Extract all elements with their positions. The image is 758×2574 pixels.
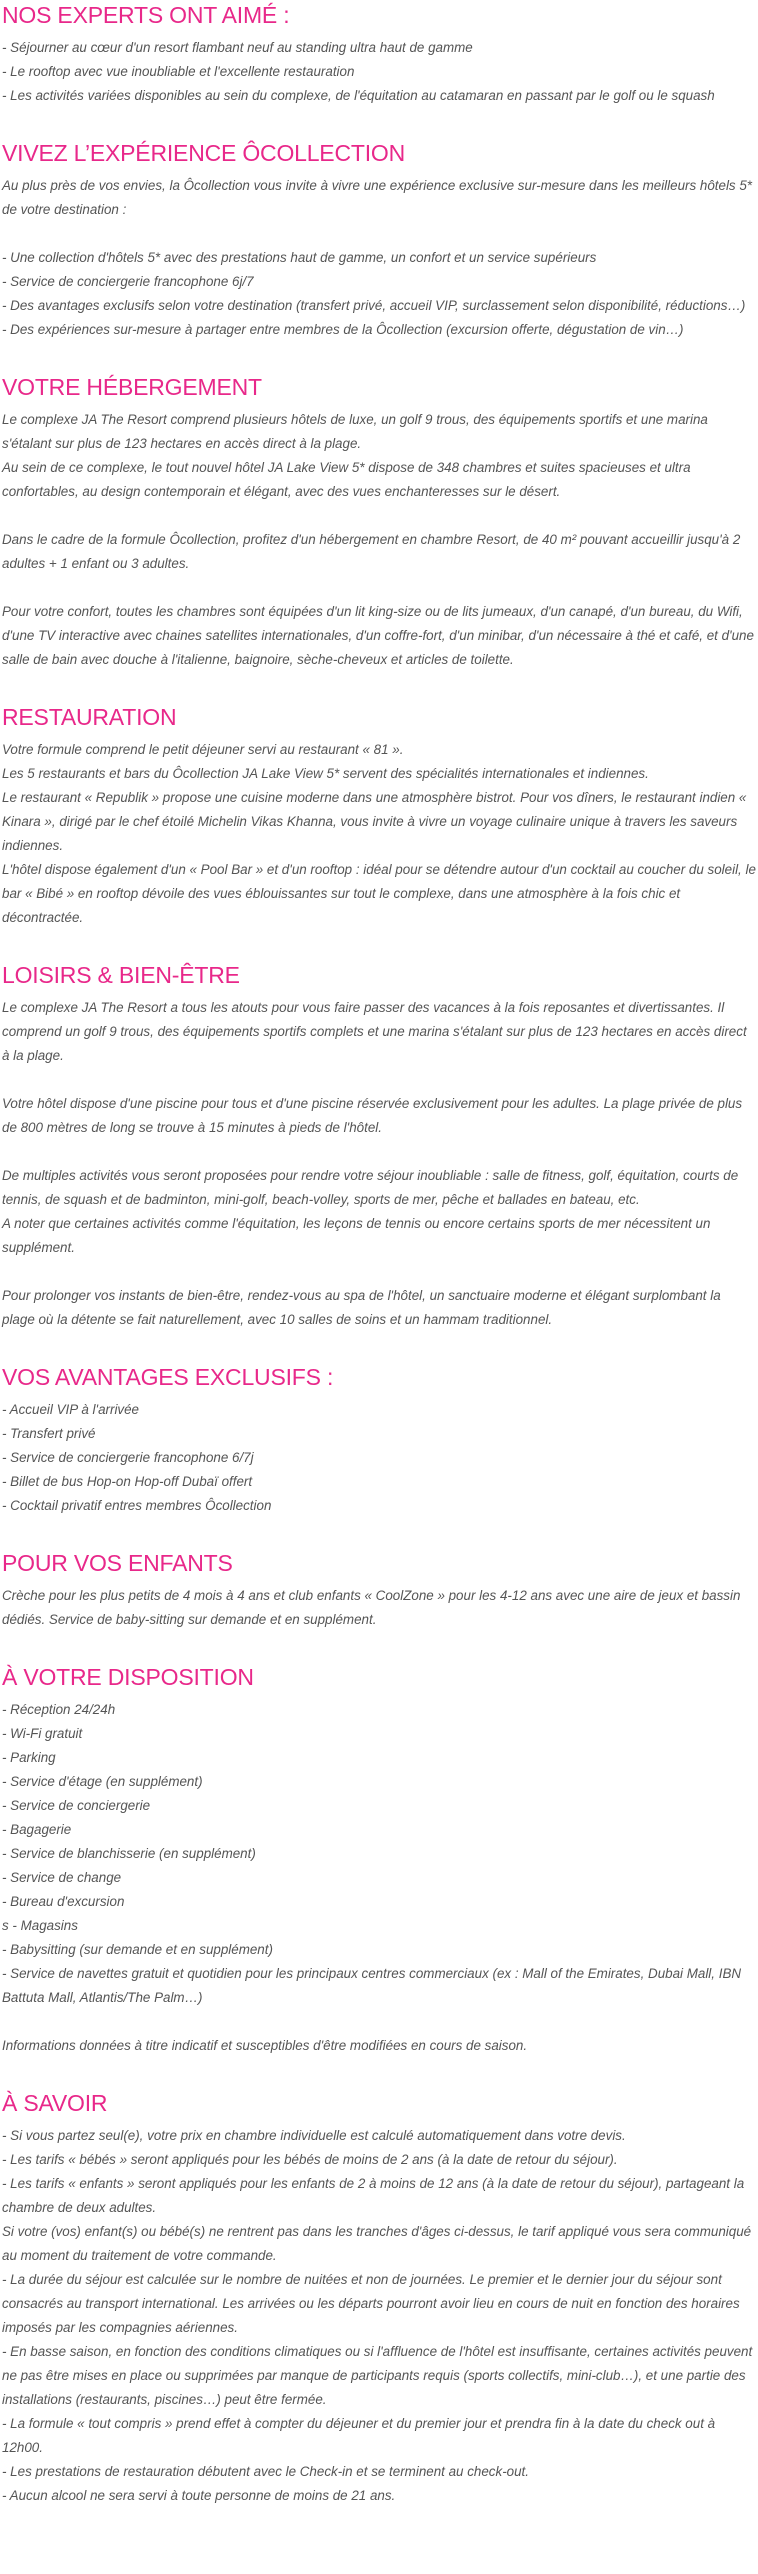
list-item: - En basse saison, en fonction des conditions climatiques ou si l'affluence de l'hôtel est insuffisante, certaines activités peuvent ne pas être mises en place ou supprimées par manque de participants requis (sports collectifs, mini-club…), et une partie des installations (restaurants, piscines…) peut être fermée.	[2, 2344, 753, 2407]
list-item: - Une collection d'hôtels 5* avec des prestations haut de gamme, un confort et un service supérieurs	[2, 250, 597, 265]
list-item: - Transfert privé	[2, 1426, 96, 1441]
list-item: - Si vous partez seul(e), votre prix en chambre individuelle est calculé automatiquement dans votre devis.	[2, 2128, 626, 2143]
paragraph: Au plus près de vos envies, la Ôcollection vous invite à vivre une expérience exclusive sur-mesure dans les meilleurs hôtels 5* de votre destination :	[2, 178, 752, 217]
list-item: - Billet de bus Hop-on Hop-off Dubaï offert	[2, 1474, 253, 1489]
list-item: - Accueil VIP à l'arrivée	[2, 1402, 140, 1417]
list-item: - Aucun alcool ne sera servi à toute personne de moins de 21 ans.	[2, 2488, 396, 2503]
list-item: - Service de conciergerie francophone 6/7j	[2, 1450, 254, 1465]
paragraph: Votre hôtel dispose d'une piscine pour tous et d'une piscine réservée exclusivement pour les adultes. La plage privée de plus de 800 mètres de long se trouve à 15 minutes à pieds de l'hôtel.	[2, 1096, 743, 1135]
paragraph: Votre formule comprend le petit déjeuner servi au restaurant « 81 ».	[2, 742, 404, 757]
list-item: - Cocktail privatif entres membres Ôcollection	[2, 1498, 272, 1513]
list-item: - Le rooftop avec vue inoubliable et l'excellente restauration	[2, 64, 355, 79]
list-item: - La formule « tout compris » prend effet à compter du déjeuner et du premier jour et prendra fin à la date du check out à 12h00.	[2, 2416, 716, 2455]
paragraph: Au sein de ce complexe, le tout nouvel hôtel JA Lake View 5* dispose de 348 chambres et suites spacieuses et ultra confortables, au design contemporain et élégant, avec des vues enchanteresses sur le désert.	[2, 460, 691, 499]
section-title: VOS AVANTAGES EXCLUSIFS :	[2, 1364, 334, 1390]
section-title: VOTRE HÉBERGEMENT	[2, 374, 262, 400]
paragraph: Informations données à titre indicatif et susceptibles d'être modifiées en cours de saison.	[2, 2038, 528, 2053]
list-item: - Les prestations de restauration débutent avec le Check-in et se terminent au check-out.	[2, 2464, 529, 2479]
section-a-votre-disposition	[2, 1662, 756, 2058]
section-title: VIVEZ L’EXPÉRIENCE ÔCOLLECTION	[2, 140, 406, 166]
list-item: - Les activités variées disponibles au sein du complexe, de l'équitation au catamaran en passant par le golf ou le squash	[2, 88, 715, 103]
list-item: - Bureau d'excursion	[2, 1894, 125, 1909]
section-title: À SAVOIR	[2, 2090, 108, 2116]
paragraph: s - Magasins	[2, 1918, 78, 1933]
section-a-savoir	[2, 2088, 756, 2508]
list-item: - Des avantages exclusifs selon votre destination (transfert privé, accueil VIP, surclassement selon disponibilité, réductions…)	[2, 298, 746, 313]
paragraph-break	[2, 222, 756, 246]
paragraph: Pour prolonger vos instants de bien-être, rendez-vous au spa de l'hôtel, un sanctuaire moderne et élégant surplombant la plage où la détente se fait naturellement, avec 10 salles de soins et un hammam traditionnel.	[2, 1288, 721, 1327]
paragraph: Pour votre confort, toutes les chambres sont équipées d'un lit king-size ou de lits jumeaux, d'un canapé, d'un bureau, du Wifi, d'une TV interactive avec chaines satellites internationales, d'un coffre-fort, d'un minibar, d'un nécessaire à thé et café, et d'une salle de bain avec douche à l'italienne, baignoire, sèche-cheveux et articles de toilette.	[2, 604, 754, 667]
section-title: LOISIRS & BIEN-ÊTRE	[2, 962, 240, 988]
section-title: NOS EXPERTS ONT AIMÉ :	[2, 2, 290, 28]
list-item: - Service d'étage (en supplément)	[2, 1774, 203, 1789]
paragraph-break	[2, 576, 756, 600]
list-item: - Les tarifs « bébés » seront appliqués pour les bébés de moins de 2 ans (à la date de retour du séjour).	[2, 2152, 618, 2167]
list-item: - Les tarifs « enfants » seront appliqués pour les enfants de 2 à moins de 12 ans (à la date de retour du séjour), partageant la chambre de deux adultes.	[2, 2176, 745, 2215]
section-loisirs-bien-etre	[2, 960, 756, 1332]
paragraph: Dans le cadre de la formule Ôcollection, profitez d'un hébergement en chambre Resort, de 40 m² pouvant accueillir jusqu'à 2 adultes + 1 enfant ou 3 adultes.	[2, 532, 741, 571]
list-item: - Wi-Fi gratuit	[2, 1726, 83, 1741]
section-restauration	[2, 702, 756, 930]
paragraph: Le complexe JA The Resort a tous les atouts pour vous faire passer des vacances à la fois reposantes et divertissantes. Il comprend un golf 9 trous, des équipements sportifs complets et une marina s'étalant sur plus de 123 hectares en accès direct à la plage.	[2, 1000, 747, 1063]
list-item: - Babysitting (sur demande et en supplément)	[2, 1942, 273, 1957]
list-item: - Service de conciergerie	[2, 1798, 151, 1813]
paragraph-break	[2, 1068, 756, 1092]
section-vivez-l-experience-ocollection	[2, 138, 756, 342]
paragraph: L'hôtel dispose également d'un « Pool Bar » et d'un rooftop : idéal pour se détendre autour d'un cocktail au coucher du soleil, le bar « Bibé » en rooftop dévoile des vues éblouissantes sur tout le complexe, dans une atmosphère à la fois chic et décontractée.	[2, 862, 756, 925]
list-item: - Service de navettes gratuit et quotidien pour les principaux centres commerciaux (ex : Mall of the Emirates, Dubai Mall, IBN Battuta Mall, Atlantis/The Palm…)	[2, 1966, 742, 2005]
paragraph-break	[2, 1260, 756, 1284]
list-item: - Bagagerie	[2, 1822, 72, 1837]
list-item: - La durée du séjour est calculée sur le nombre de nuitées et non de journées. Le premier et le dernier jour du séjour sont consacrés au transport international. Les arrivées ou les départs pourront avoir lieu en cours de nuit en fonction des horaires imposés par les compagnies aériennes.	[2, 2272, 740, 2335]
paragraph: Les 5 restaurants et bars du Ôcollection JA Lake View 5* servent des spécialités internationales et indiennes.	[2, 766, 649, 781]
paragraph: De multiples activités vous seront proposées pour rendre votre séjour inoubliable : salle de fitness, golf, équitation, courts de tennis, de squash et de badminton, mini-golf, beach-volley, sports de mer, pêche et ballades en bateau, etc.	[2, 1168, 739, 1207]
list-item: - Parking	[2, 1750, 56, 1765]
section-title: POUR VOS ENFANTS	[2, 1550, 233, 1576]
paragraph-break	[2, 2010, 756, 2034]
section-pour-vos-enfants	[2, 1548, 756, 1632]
paragraph-break	[2, 504, 756, 528]
list-item: - Réception 24/24h	[2, 1702, 116, 1717]
section-vos-avantages-exclusifs	[2, 1362, 756, 1518]
list-item: - Séjourner au cœur d'un resort flambant neuf au standing ultra haut de gamme	[2, 40, 473, 55]
list-item: - Service de blanchisserie (en supplément)	[2, 1846, 256, 1861]
list-item: - Service de conciergerie francophone 6j/7	[2, 274, 254, 289]
section-nos-experts-ont-aime	[2, 0, 756, 108]
section-title: RESTAURATION	[2, 704, 177, 730]
list-item: - Des expériences sur-mesure à partager entre membres de la Ôcollection (excursion offerte, dégustation de vin…)	[2, 322, 684, 337]
section-votre-hebergement	[2, 372, 756, 672]
paragraph: Le restaurant « Republik » propose une cuisine moderne dans une atmosphère bistrot. Pour vos dîners, le restaurant indien « Kinara », dirigé par le chef étoilé Michelin Vikas Khanna, vous invite à vivre un voyage culinaire unique à travers les saveurs indiennes.	[2, 790, 747, 853]
paragraph: Le complexe JA The Resort comprend plusieurs hôtels de luxe, un golf 9 trous, des équipements sportifs et une marina s'étalant sur plus de 123 hectares en accès direct à la plage.	[2, 412, 708, 451]
list-item: - Service de change	[2, 1870, 122, 1885]
paragraph: Crèche pour les plus petits de 4 mois à 4 ans et club enfants « CoolZone » pour les 4-12 ans avec une aire de jeux et bassin dédiés. Service de baby-sitting sur demande et en supplément.	[2, 1588, 741, 1627]
section-title: À VOTRE DISPOSITION	[2, 1664, 254, 1690]
paragraph: A noter que certaines activités comme l'équitation, les leçons de tennis ou encore certains sports de mer nécessitent un supplément.	[2, 1216, 711, 1255]
paragraph-break	[2, 1140, 756, 1164]
paragraph: Si votre (vos) enfant(s) ou bébé(s) ne rentrent pas dans les tranches d'âges ci-dessus, le tarif appliqué vous sera communiqué au moment du traitement de votre commande.	[2, 2224, 752, 2263]
